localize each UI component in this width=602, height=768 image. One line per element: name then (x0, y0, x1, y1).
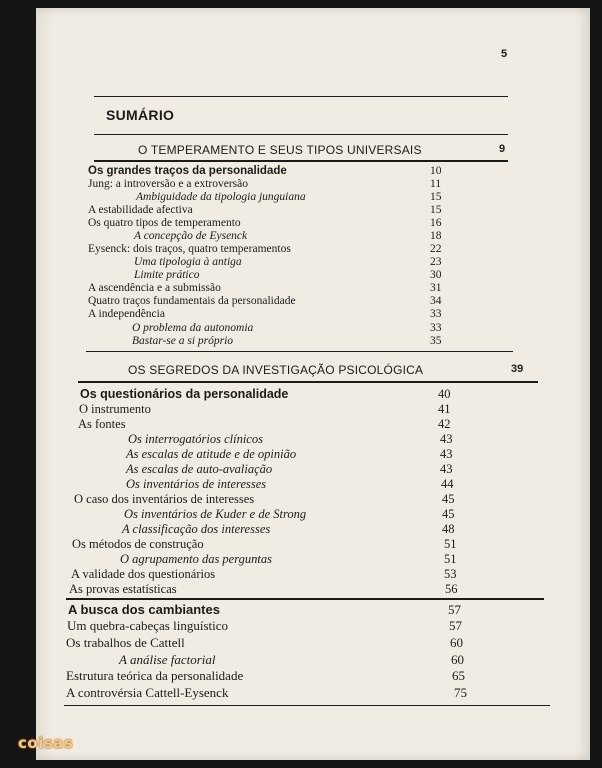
toc-entry-page: 43 (440, 447, 453, 461)
toc-entry-label: Os métodos de construção (72, 537, 204, 551)
toc-entry-label: O problema da autonomia (132, 322, 254, 334)
toc-entry-page: 75 (454, 685, 467, 700)
toc-entry-label: Estrutura teórica da personalidade (66, 668, 244, 683)
section-page: 9 (499, 143, 506, 155)
toc-entry-label: Eysenck: dois traços, quatro temperamentos (88, 243, 291, 255)
section-heading: O TEMPERAMENTO E SEUS TIPOS UNIVERSAIS (138, 143, 422, 157)
toc-entry-page: 40 (438, 387, 451, 401)
toc-entry-label: O caso dos inventários de interesses (74, 492, 255, 506)
toc-entry (36, 321, 590, 335)
toc-entry (36, 447, 590, 461)
toc-entry (36, 635, 590, 649)
toc-entry (36, 307, 590, 321)
toc-entry-label: As fontes (78, 417, 126, 431)
toc-entry-page: 18 (430, 230, 442, 242)
toc-entry-label: Os inventários de interesses (126, 477, 267, 491)
toc-entry (36, 216, 590, 230)
section-rule (86, 351, 513, 352)
toc-entry-page: 45 (442, 492, 455, 506)
toc-entry-label: O agrupamento das perguntas (120, 552, 272, 566)
toc-entry (36, 242, 590, 256)
section-rule (94, 134, 508, 135)
toc-entry (36, 432, 590, 446)
toc-entry-label: A busca dos cambiantes (68, 602, 220, 617)
toc-entry (36, 417, 590, 431)
toc-entry-label: Os questionários da personalidade (80, 387, 289, 401)
toc-entry-page: 33 (430, 322, 442, 334)
toc-entry (36, 537, 590, 551)
section-heading: OS SEGREDOS DA INVESTIGAÇÃO PSICOLÓGICA (128, 363, 424, 377)
toc-entry (36, 387, 590, 401)
toc-entry (36, 462, 590, 476)
toc-entry (36, 229, 590, 243)
toc-entry-page: 43 (440, 462, 453, 476)
page-title: SUMÁRIO (106, 107, 175, 123)
toc-entry-page: 51 (444, 537, 457, 551)
toc-entry-page: 51 (444, 552, 457, 566)
toc-entry-page: 16 (430, 217, 442, 229)
toc-entry-label: A controvérsia Cattell-Eysenck (66, 685, 229, 700)
toc-entry-page: 10 (430, 165, 442, 177)
toc-entry-page: 15 (430, 204, 442, 216)
bottom-rule (64, 705, 550, 706)
toc-entry-label: Um quebra-cabeças linguístico (67, 618, 228, 633)
toc-entry-page: 57 (449, 618, 462, 633)
toc-entry-page: 35 (430, 335, 442, 347)
toc-entry-label: Uma tipologia à antiga (134, 256, 242, 268)
top-rule (94, 96, 508, 97)
toc-entry-label: Limite prático (134, 269, 200, 281)
toc-entry-page: 43 (440, 432, 453, 446)
toc-entry (36, 334, 590, 348)
toc-entry (36, 164, 590, 178)
toc-entry-page: 11 (430, 178, 442, 190)
toc-entry (36, 552, 590, 566)
toc-entry-label: Os trabalhos de Cattell (66, 635, 185, 650)
section-rule (66, 598, 544, 600)
toc-entry-page: 31 (430, 282, 442, 294)
toc-entry-page: 30 (430, 269, 442, 281)
toc-entry (36, 294, 590, 308)
toc-entry-page: 60 (450, 635, 463, 650)
toc-entry (36, 268, 590, 282)
toc-entry-label: Os interrogatórios clínicos (128, 432, 263, 446)
toc-entry-label: Jung: a introversão e a extroversão (88, 178, 248, 190)
toc-entry (36, 402, 590, 416)
watermark-logo: coisas (18, 734, 74, 752)
toc-entry-label: A validade dos questionários (71, 567, 216, 581)
toc-entry-page: 34 (430, 295, 442, 307)
book-page (36, 8, 590, 760)
toc-entry-page: 57 (448, 602, 461, 617)
toc-entry-label: Os inventários de Kuder e de Strong (124, 507, 307, 521)
toc-entry (36, 203, 590, 217)
toc-entry-page: 41 (438, 402, 451, 416)
toc-entry (36, 507, 590, 521)
toc-entry-label: A estabilidade afectiva (88, 204, 193, 216)
toc-entry-page: 23 (430, 256, 442, 268)
toc-entry (36, 255, 590, 269)
toc-entry-page: 44 (441, 477, 454, 491)
toc-entry (36, 652, 590, 666)
toc-entry (36, 492, 590, 506)
toc-entry-label: O instrumento (79, 402, 151, 416)
toc-entry-label: A concepção de Eysenck (134, 230, 248, 242)
toc-entry-page: 45 (442, 507, 455, 521)
toc-entry-label: Ambiguidade da tipologia junguiana (136, 191, 306, 203)
toc-entry-label: A classificação dos interesses (122, 522, 271, 536)
toc-entry-label: As provas estatísticas (69, 582, 177, 596)
toc-entry (36, 190, 590, 204)
toc-entry (36, 668, 590, 682)
toc-entry-label: A independência (88, 308, 165, 320)
toc-entry-page: 15 (430, 191, 442, 203)
toc-entry-label: Os quatro tipos de temperamento (88, 217, 241, 229)
toc-entry-page: 53 (444, 567, 457, 581)
page-number: 5 (501, 48, 508, 60)
toc-entry (36, 618, 590, 632)
toc-entry-page: 48 (442, 522, 455, 536)
toc-entry (36, 602, 590, 616)
toc-entry-page: 42 (438, 417, 451, 431)
section-rule (78, 381, 538, 383)
toc-entry (36, 567, 590, 581)
toc-entry-page: 33 (430, 308, 442, 320)
toc-entry-page: 22 (430, 243, 442, 255)
toc-entry-label: A ascendência e a submissão (88, 282, 221, 294)
section-rule (94, 160, 508, 162)
toc-entry-label: As escalas de atitude e de opinião (126, 447, 297, 461)
toc-entry-page: 65 (452, 668, 465, 683)
toc-entry-label: Quatro traços fundamentais da personalidade (88, 295, 296, 307)
toc-entry-label: A análise factorial (119, 652, 216, 667)
toc-entry (36, 522, 590, 536)
toc-entry (36, 477, 590, 491)
toc-entry (36, 582, 590, 596)
toc-entry-label: Os grandes traços da personalidade (88, 165, 287, 177)
toc-entry-page: 60 (451, 652, 464, 667)
section-page: 39 (511, 363, 524, 375)
toc-entry-label: As escalas de auto-avaliação (126, 462, 273, 476)
toc-entry-label: Bastar-se a si próprio (132, 335, 234, 347)
toc-entry-page: 56 (445, 582, 458, 596)
toc-entry (36, 685, 590, 699)
toc-entry (36, 177, 590, 191)
toc-entry (36, 281, 590, 295)
